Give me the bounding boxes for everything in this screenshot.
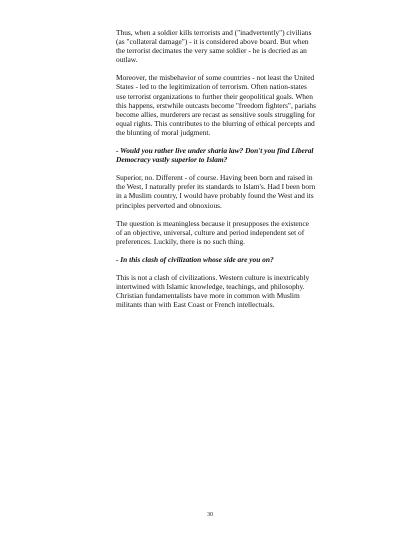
page-number: 30 (207, 512, 213, 518)
question-sharia: - Would you rather live under sharia law? Don't you find Liberal Democracy vastly superior to Islam? (116, 146, 314, 165)
paragraph-meaningless: The question is meaningless because it presupposes the existence of an objective, universal, culture and period independent set of preferences. Luckily, there is no such thing. (116, 218, 309, 246)
paragraph-not-clash: This is not a clash of civilizations. Western culture is inextricably intertwined with Islamic knowledge, teachings, and philosophy. Christian fundamentalists have more in common with Muslim militants than with East Coast or French intellectuals. (116, 272, 310, 310)
paragraph-superior: Superior, no. Different - of course. Having been born and raised in the West, I naturally prefer its standards to Islam's. Had I been born in a Muslim country, I would have probably found the West and its principles perverted and obnoxious. (116, 173, 316, 210)
text-column (116, 28, 316, 318)
question-clash: - In this clash of civilization whose side are you on? (116, 254, 274, 264)
paragraph-misbehavior: Moreover, the misbehavior of some countries - not least the United States - led to the legitimization of terrorism. Often nation-states use terrorist organizations to further their geopolitical goals. When this happens, erstwhile outcasts become "freedom fighters", pariahs become allies, murderers are recast as sensitive souls struggling for equal rights. This contributes to the blurring of ethical percepts and the blunting of moral judgment. (116, 73, 316, 137)
paragraph-soldier: Thus, when a soldier kills terrorists and ("inadvertently") civilians (as "collateral damage") - it is considered above board. But when the terrorist decimates the very same soldier - he is decried as an outlaw. (116, 28, 312, 65)
